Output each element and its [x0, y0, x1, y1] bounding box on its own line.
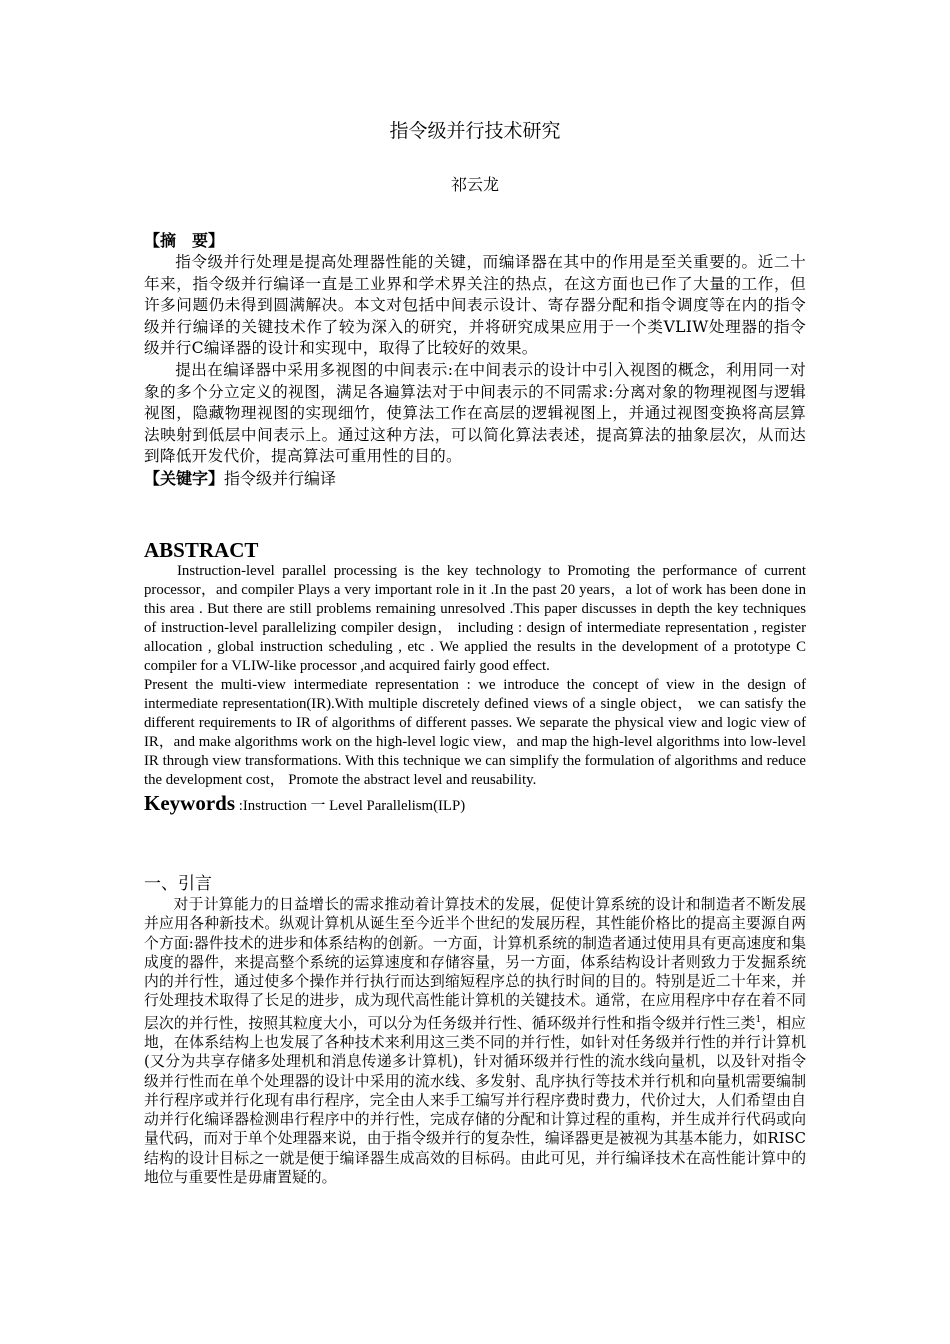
paper-author: 祁云龙: [450, 175, 499, 194]
paper-title: 指令级并行技术研究: [389, 120, 561, 142]
keywords-cn-value: 指令级并行编译: [224, 468, 337, 488]
keywords-en-value: :Instruction 一 Level Parallelism(ILP): [238, 798, 466, 814]
abstract-en-paragraph-1: Instruction-level parallel processing is the key technology to Promoting the performance of current processor，and compiler Plays a very important role in it .In the past 20 years，a lot of work has been done in this area . But there are still problems remaining unresolved .This paper discusses in depth the key techniques of instruction-level parallelizing compiler design， including : design of intermediate representation , register allocation , global instruction scheduling , etc . We applied the results in the development of a prototype C compiler for a VLIW-like processor ,and acquired fairly good effect.: [144, 563, 806, 674]
abstract-en: [144, 538, 806, 819]
abstract-cn-paragraph-1: 指令级并行处理是提高处理器性能的关键，而编译器在其中的作用是至关重要的。近二十年来，指令级并行编译一直是工业界和学术界关注的热点，在这方面也已作了大量的工作，但许多问题仍未得到圆满解决。本文对包括中间表示设计、寄存器分配和指令调度等在内的指令级并行编译的关键技术作了较为深入的研究，并将研究成果应用于一个类VLIW处理器的指令级并行C编译器的设计和实现中，取得了比较好的效果。: [144, 253, 806, 358]
section-body-part-a: 对于计算能力的日益增长的需求推动着计算技术的发展，促使计算系统的设计和制造者不断发展并应用各种新技术。纵观计算机从诞生至今近半个世纪的发展历程，其性能价格比的提高主要源自两个方面:器件技术的进步和体系结构的创新。一方面，计算机系统的制造者通过使用具有更高速度和集成度的器件，来提高整个系统的运算速度和存储容量，另一方面，体系结构设计者则致力于发掘系统内的并行性，通过使多个操作并行执行而达到缩短程序总的执行时间的目的。特别是近二十年来，并行处理技术取得了长足的进步，成为现代高性能计算机的关键技术。通常，在应用程序中存在着不同层次的并行性，按照其粒度大小，可以分为任务级并行性、循环级并行性和指令级并行性三类: [144, 896, 806, 1032]
section-body-part-b: ，相应地，在体系结构上也发展了各种技术来利用这三类不同的并行性，如针对任务级并行性的并行计算机(又分为共享存储多处理机和消息传递多计算机)，针对循环级并行性的流水线向量机，以及针对指令级并行性而在单个处理器的设计中采用的流水线、多发射、乱序执行等技术并行机和向量机需要编制并行程序或并行化现有串行程序，完全由人来手工编写并行程序费时费力，代价过大，人们希望由自动并行化编译器检测串行程序中的并行性，完成存储的分配和计算过程的重构，并生成并行代码或向量代码，而对于单个处理器来说，由于指令级并行的复杂性，编译器更是被视为其基本能力，如RISC结构的设计目标之一就是便于编译器生成高效的目标码。由此可见，并行编译技术在高性能计算中的地位与重要性是毋庸置疑的。: [144, 1014, 806, 1187]
reference-marker: 1: [755, 1014, 762, 1025]
abstract-en-paragraph-2: Present the multi-view intermediate representation : we introduce the concept of view in the design of intermediate representation(IR).With multiple discretely defined views of a single object， we can satisfy the different requirements to IR of algorithms of different passes. We separate the physical view and logic view of IR，and make algorithms work on the high-level logic view，and map the high-level algorithms into low-level IR through view transformations. With this technique we can simplify the formulation of algorithms and reduce the development cost， Promote the abstract level and reusability.: [144, 677, 806, 788]
keywords-cn: [144, 468, 806, 490]
keywords-en-label: Keywords: [144, 791, 235, 815]
abstract-cn-paragraph-2: 提出在编译器中采用多视图的中间表示:在中间表示的设计中引入视图的概念，利用同一对象的多个分立定义的视图，满足各遍算法对于中间表示的不同需求:分离对象的物理视图与逻辑视图，隐藏物理视图的实现细竹，使算法工作在高层的逻辑视图上，并通过视图变换将高层算法映射到低层中间表示上。通过这种方法，可以简化算法表述，提高算法的抽象层次，从而达到降低开发代价，提高算法可重用性的目的。: [144, 360, 806, 466]
abstract-en-heading: ABSTRACT: [144, 538, 259, 562]
section-introduction: [144, 873, 806, 1187]
keywords-en: [144, 790, 806, 819]
keywords-cn-label: 【关键字】: [144, 468, 225, 488]
abstract-cn: [144, 230, 806, 490]
section-body: [144, 895, 806, 1187]
section-heading: 一、引言: [144, 874, 212, 894]
abstract-cn-heading: 【摘 要】: [144, 231, 225, 250]
